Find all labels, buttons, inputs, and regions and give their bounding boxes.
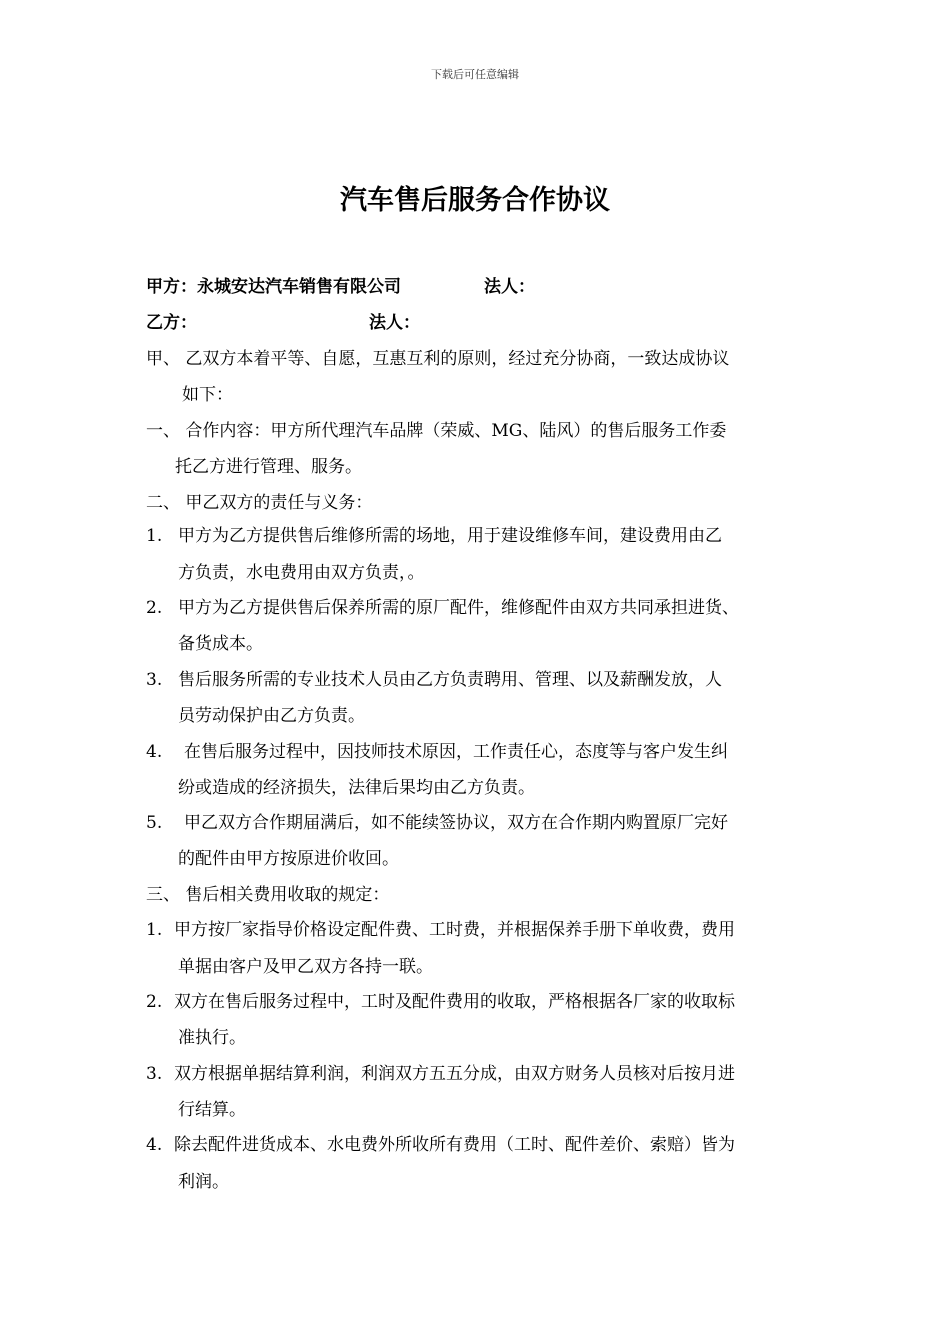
s2-item-4: [146, 742, 826, 762]
intro-line-2: 如下：: [182, 385, 233, 405]
section-1-line-2: 托乙方进行管理、服务。: [175, 457, 362, 477]
item-number: 2.: [146, 598, 163, 618]
s3-item-3: [146, 1064, 826, 1084]
item-number: 3.: [146, 670, 163, 690]
section-2-heading: 二、 甲乙双方的责任与义务：: [146, 493, 373, 513]
s3-item-4: [146, 1135, 826, 1155]
item-number: 1.: [146, 526, 163, 546]
section-1-line-1: 一、 合作内容：甲方所代理汽车品牌（荣威、MG、陆风）的售后服务工作委: [146, 421, 727, 441]
s3-item-4-cont: 利润。: [178, 1172, 229, 1192]
s2-item-3: [146, 670, 826, 690]
party-a-label: 甲方：永城安达汽车销售有限公司: [146, 277, 401, 297]
item-text: 甲方为乙方提供售后保养所需的原厂配件，维修配件由双方共同承担进货、: [178, 598, 739, 618]
item-text: 双方在售后服务过程中，工时及配件费用的收取，严格根据各厂家的收取标: [174, 992, 735, 1012]
item-text: 甲方为乙方提供售后维修所需的场地，用于建设维修车间，建设费用由乙: [178, 526, 722, 546]
s2-item-4-cont: 纷或造成的经济损失，法律后果均由乙方负责。: [178, 778, 535, 798]
s3-item-2-cont: 准执行。: [178, 1028, 246, 1048]
party-a-line: [146, 277, 535, 297]
s2-item-5: [146, 813, 826, 833]
item-text: 甲乙双方合作期届满后，如不能续签协议，双方在合作期内购置原厂完好: [184, 813, 728, 833]
party-b-line: [146, 313, 420, 333]
header-note: 下载后可任意编辑: [431, 68, 519, 81]
item-number: 2.: [146, 992, 163, 1012]
s2-item-2-cont: 备货成本。: [178, 634, 263, 654]
item-text: 甲方按厂家指导价格设定配件费、工时费，并根据保养手册下单收费，费用: [174, 920, 735, 940]
s2-item-1: [146, 526, 826, 546]
item-number: 4.: [146, 1135, 163, 1155]
intro-line-1: 甲、 乙双方本着平等、自愿，互惠互利的原则，经过充分协商，一致达成协议: [146, 349, 730, 369]
section-3-heading: 三、 售后相关费用收取的规定：: [146, 885, 390, 905]
item-number: 3.: [146, 1064, 163, 1084]
s3-item-3-cont: 行结算。: [178, 1100, 246, 1120]
item-number: 4.: [146, 742, 163, 762]
item-text: 双方根据单据结算利润，利润双方五五分成，由双方财务人员核对后按月进: [174, 1064, 735, 1084]
party-b-legal-label: 法人：: [369, 313, 420, 333]
item-text: 在售后服务过程中，因技师技术原因，工作责任心，态度等与客户发生纠: [184, 742, 728, 762]
party-a-legal-label: 法人：: [484, 277, 535, 297]
s2-item-2: [146, 598, 826, 618]
item-number: 5.: [146, 813, 163, 833]
document-title: 汽车售后服务合作协议: [340, 185, 610, 216]
s3-item-1-cont: 单据由客户及甲乙双方各持一联。: [178, 957, 433, 977]
item-text: 售后服务所需的专业技术人员由乙方负责聘用、管理、以及薪酬发放，人: [178, 670, 722, 690]
party-b-label: 乙方：: [146, 313, 197, 333]
s2-item-3-cont: 员劳动保护由乙方负责。: [178, 706, 365, 726]
item-text: 除去配件进货成本、水电费外所收所有费用（工时、配件差价、索赔）皆为: [174, 1135, 735, 1155]
s3-item-1: [146, 920, 826, 940]
s2-item-1-cont: 方负责，水电费用由双方负责，。: [178, 563, 425, 583]
item-number: 1.: [146, 920, 163, 940]
s3-item-2: [146, 992, 826, 1012]
s2-item-5-cont: 的配件由甲方按原进价收回。: [178, 849, 399, 869]
